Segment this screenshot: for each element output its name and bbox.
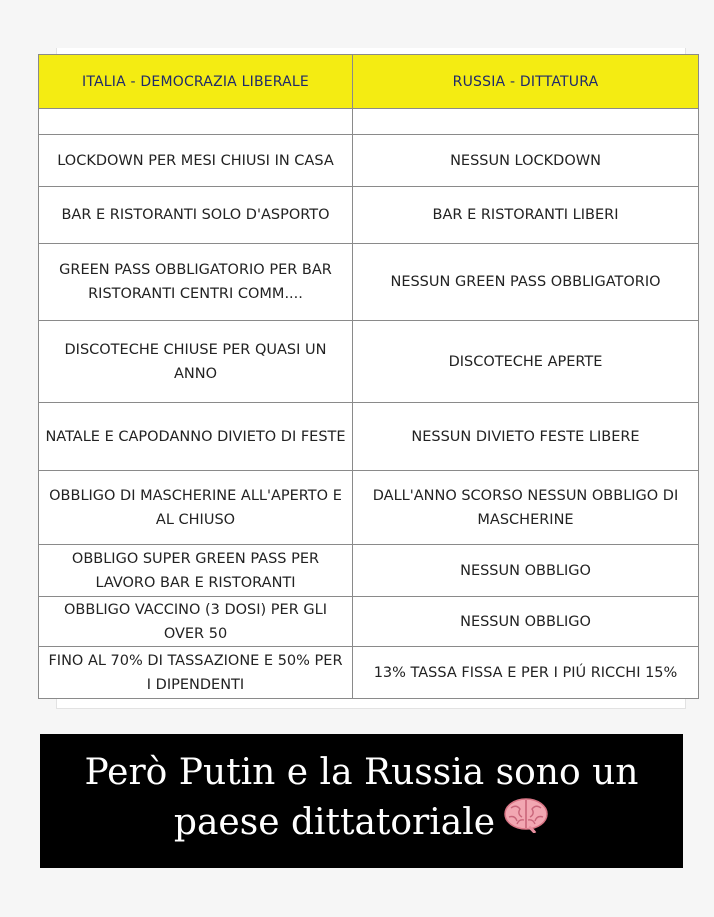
italia-cell: OBBLIGO VACCINO (3 DOSI) PER GLI OVER 50 <box>39 597 353 647</box>
russia-cell: NESSUN OBBLIGO <box>353 597 699 647</box>
italia-cell: OBBLIGO SUPER GREEN PASS PER LAVORO BAR E RISTORANTI <box>39 545 353 597</box>
italia-cell: DISCOTECHE CHIUSE PER QUASI UN ANNO <box>39 321 353 403</box>
russia-cell: NESSUN LOCKDOWN <box>353 135 699 187</box>
russia-cell: NESSUN DIVIETO FESTE LIBERE <box>353 403 699 471</box>
italia-cell: LOCKDOWN PER MESI CHIUSI IN CASA <box>39 135 353 187</box>
table-row <box>39 597 699 647</box>
table-row <box>39 187 699 244</box>
caption-text: Però Putin e la Russia sono un paese dittatoriale <box>84 752 639 843</box>
italia-cell: GREEN PASS OBBLIGATORIO PER BAR RISTORANTI CENTRI COMM.... <box>39 244 353 321</box>
caption-banner <box>40 734 683 868</box>
table-row <box>39 647 699 699</box>
russia-cell: DALL'ANNO SCORSO NESSUN OBBLIGO DI MASCHERINE <box>353 471 699 545</box>
table-row <box>39 244 699 321</box>
table-blank-row <box>39 109 699 135</box>
table-row <box>39 471 699 545</box>
italia-cell: FINO AL 70% DI TASSAZIONE E 50% PER I DIPENDENTI <box>39 647 353 699</box>
russia-cell: 13% TASSA FISSA E PER I PIÚ RICCHI 15% <box>353 647 699 699</box>
russia-cell: NESSUN OBBLIGO <box>353 545 699 597</box>
italia-cell: OBBLIGO DI MASCHERINE ALL'APERTO E AL CHIUSO <box>39 471 353 545</box>
russia-cell: NESSUN GREEN PASS OBBLIGATORIO <box>353 244 699 321</box>
russia-cell: DISCOTECHE APERTE <box>353 321 699 403</box>
table-row <box>39 321 699 403</box>
table-header-row <box>39 55 699 109</box>
header-russia: RUSSIA - DITTATURA <box>353 55 699 109</box>
caption-line <box>40 748 683 848</box>
table-row <box>39 403 699 471</box>
blank-cell-right <box>353 109 699 135</box>
brain-icon <box>503 797 549 847</box>
comparison-table <box>38 54 699 699</box>
blank-cell-left <box>39 109 353 135</box>
italia-cell: NATALE E CAPODANNO DIVIETO DI FESTE <box>39 403 353 471</box>
russia-cell: BAR E RISTORANTI LIBERI <box>353 187 699 244</box>
italia-cell: BAR E RISTORANTI SOLO D'ASPORTO <box>39 187 353 244</box>
table-row <box>39 545 699 597</box>
table-row <box>39 135 699 187</box>
header-italia: ITALIA - DEMOCRAZIA LIBERALE <box>39 55 353 109</box>
